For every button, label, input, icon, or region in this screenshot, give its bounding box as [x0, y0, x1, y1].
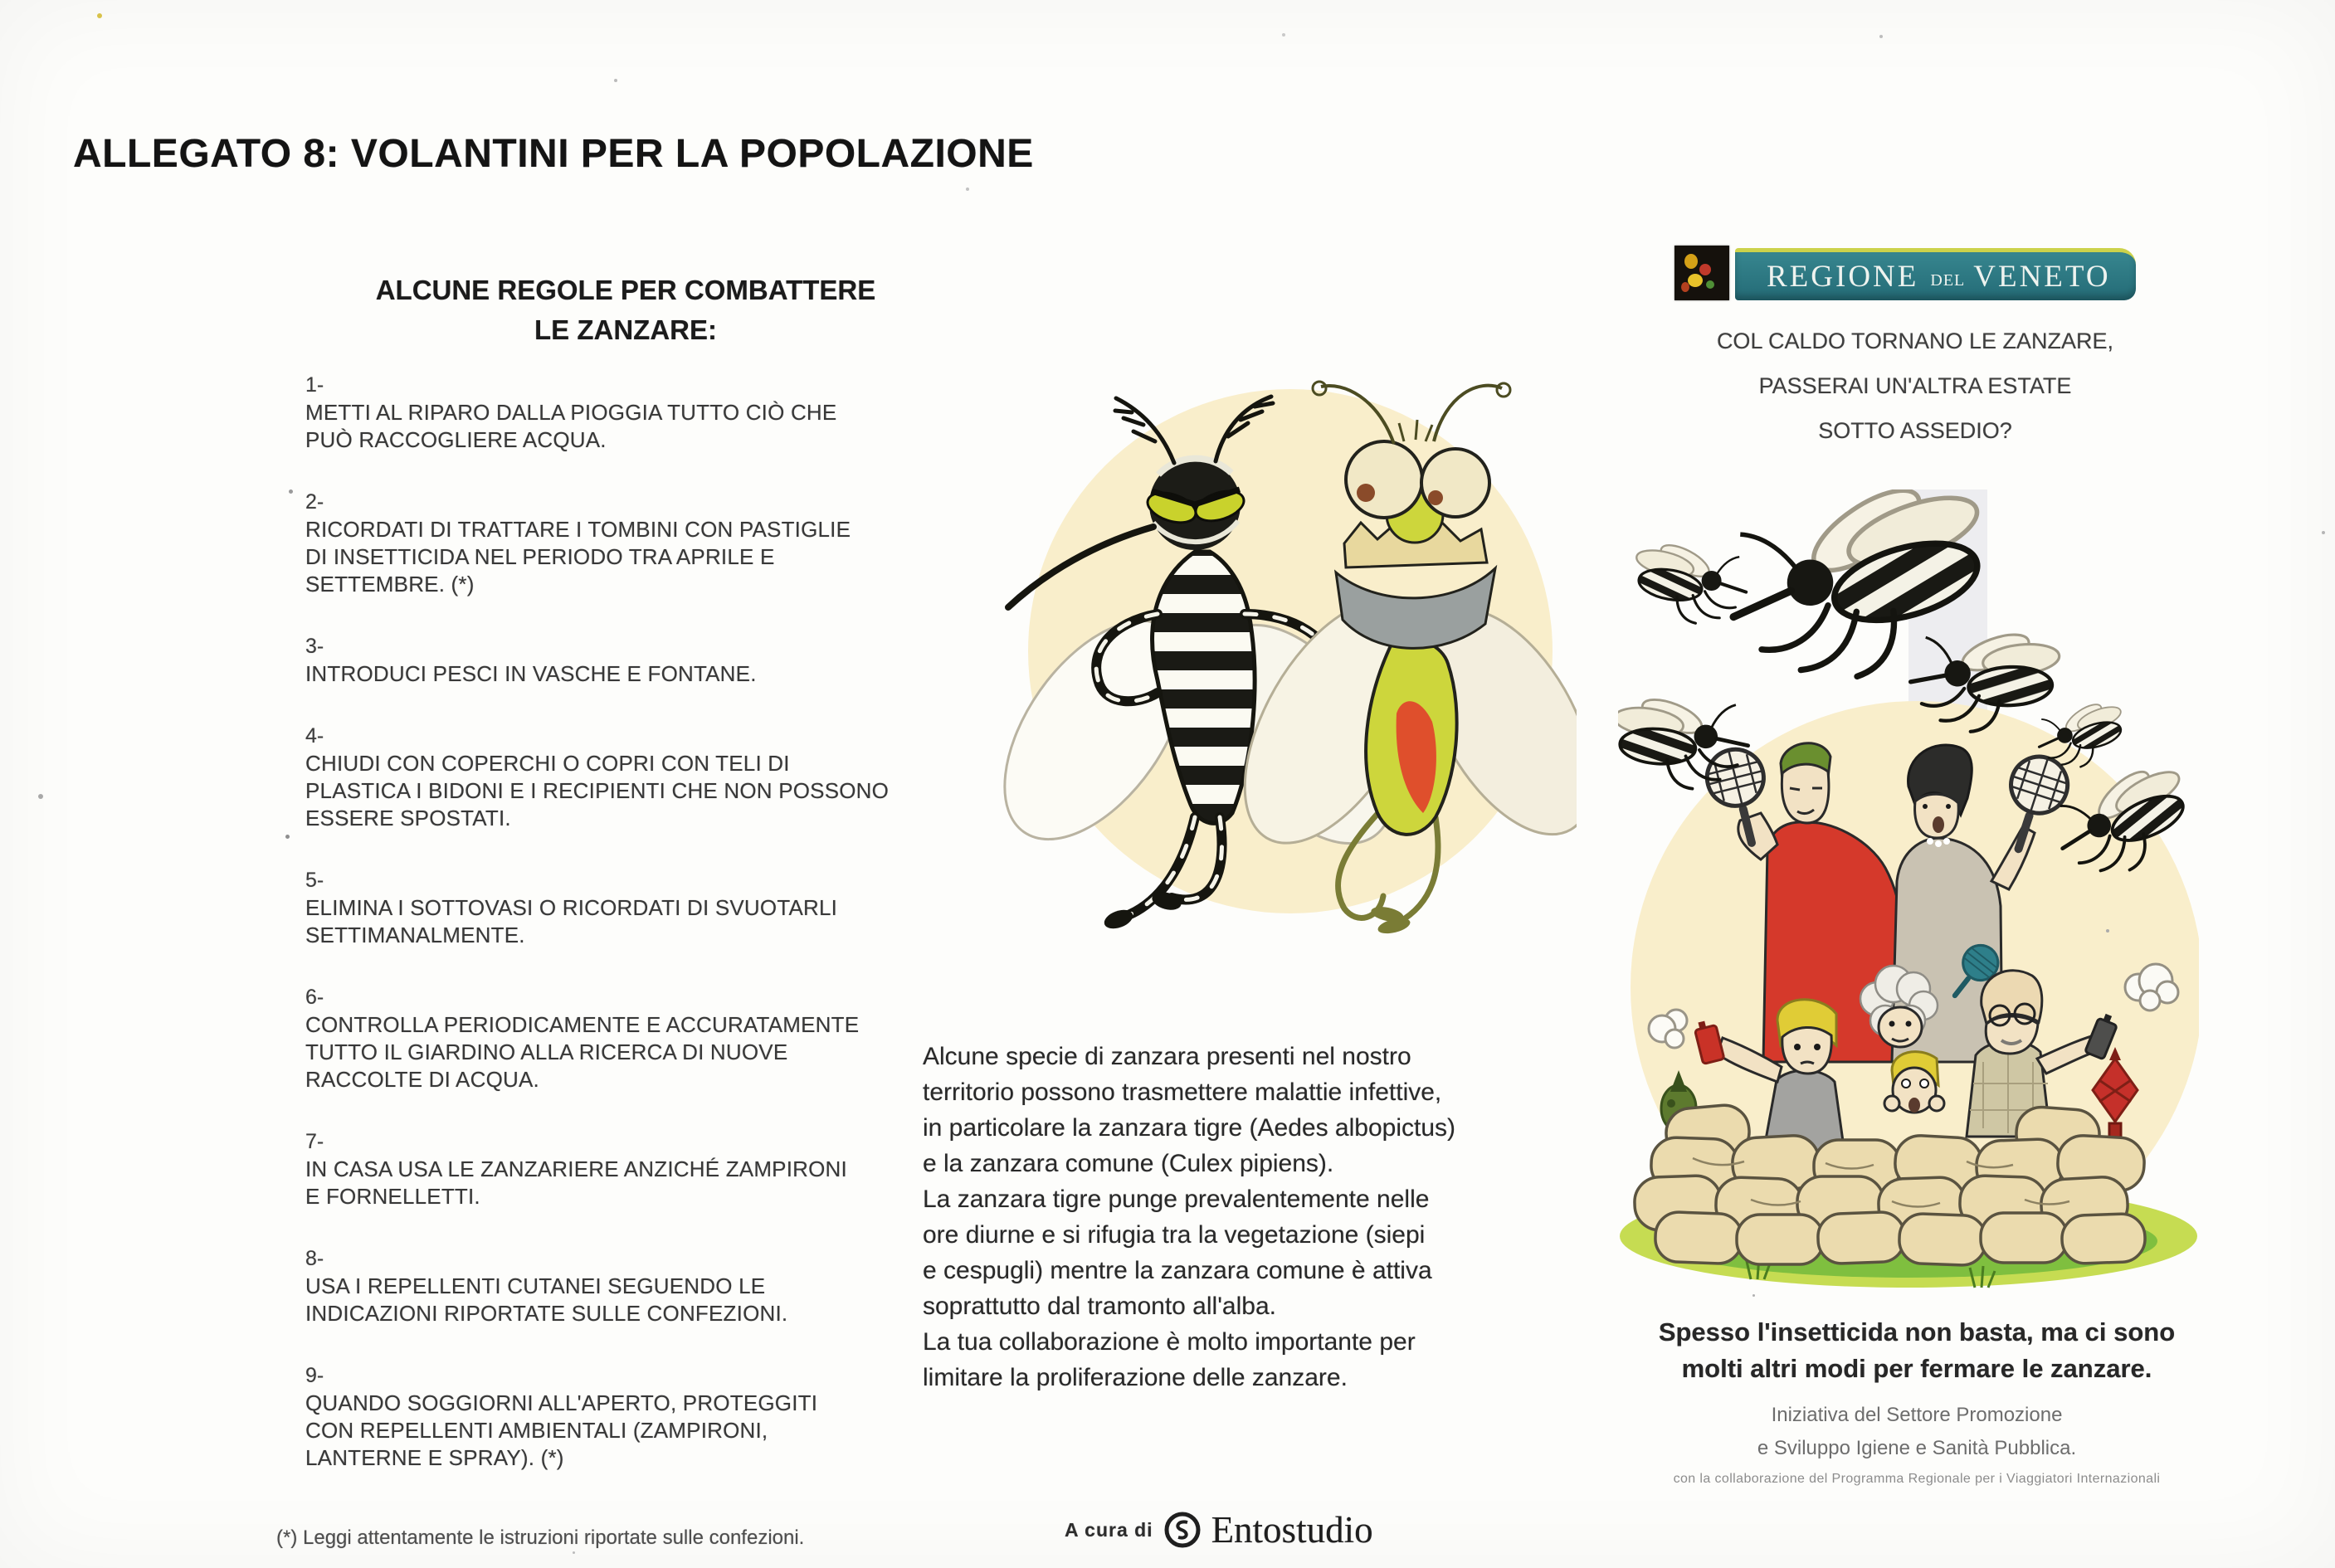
collaboration-line: con la collaborazione del Programma Regionale per i Viaggiatori Internazionali — [1673, 1472, 2161, 1486]
rule-text-line: CHIUDI CON COPERCHI O COPRI CON TELI DI — [305, 751, 790, 776]
rule-item — [305, 723, 946, 832]
rule-item — [305, 867, 946, 949]
credit-line — [1065, 1508, 1373, 1551]
rule-text-line: QUANDO SOGGIORNI ALL'APERTO, PROTEGGITI — [305, 1390, 818, 1415]
rule-number: 9- — [305, 1364, 324, 1387]
scan-speck — [1752, 1294, 1755, 1297]
scan-speck — [285, 835, 290, 839]
rule-item — [305, 984, 946, 1093]
rule-text-line: RICORDATI DI TRATTARE I TOMBINI CON PASTIGLIE — [305, 517, 851, 542]
rule-text-line: INTRODUCI PESCI IN VASCHE E FONTANE. — [305, 661, 757, 686]
scan-speck — [966, 187, 969, 191]
headline-line: PASSERAI UN'ALTRA ESTATE — [1758, 373, 2072, 398]
rule-text-line: ELIMINA I SOTTOVASI O RICORDATI DI SVUOTARLI — [305, 895, 838, 920]
banner-word-regione: REGIONE — [1767, 259, 1919, 294]
scan-speck — [614, 79, 617, 82]
initiative-lines — [1625, 1399, 2209, 1465]
entostudio-logo-icon — [1163, 1511, 1202, 1549]
footnote: (*) Leggi attentamente le istruzioni riportate sulle confezioni. — [276, 1527, 805, 1549]
rule-text-line: USA I REPELLENTI CUTANEI SEGUENDO LE — [305, 1273, 766, 1298]
rule-text-line: PUÒ RACCOGLIERE ACQUA. — [305, 427, 607, 452]
rule-number: 4- — [305, 724, 324, 747]
rules-list — [305, 372, 946, 1472]
paragraph-line: e cespugli) mentre la zanzara comune è attiva — [923, 1257, 1432, 1284]
rule-item — [305, 1362, 946, 1472]
scan-speck — [97, 13, 102, 18]
rules-panel — [305, 270, 946, 1507]
message-line: molti altri modi per fermare le zanzare. — [1681, 1354, 2152, 1383]
paragraph-line: limitare la proliferazione delle zanzare. — [923, 1364, 1348, 1391]
rule-number: 3- — [305, 635, 324, 658]
rule-text-line: CONTROLLA PERIODICAMENTE E ACCURATAMENTE — [305, 1012, 860, 1037]
info-paragraph — [923, 1039, 1587, 1395]
rule-item — [305, 1128, 946, 1210]
paragraph-line: ore diurne e si rifugia tra la vegetazione (siepi — [923, 1221, 1426, 1249]
credit-prefix: A cura di — [1065, 1518, 1153, 1541]
credit-name: Entostudio — [1211, 1509, 1373, 1551]
rule-text-line: LANTERNE E SPRAY). (*) — [305, 1445, 564, 1470]
scan-speck — [1282, 33, 1285, 37]
rules-heading-line: LE ZANZARE: — [534, 314, 717, 345]
scan-speck — [289, 489, 293, 494]
rule-item — [305, 372, 946, 454]
rule-number: 8- — [305, 1247, 324, 1270]
rule-text-line: PLASTICA I BIDONI E I RECIPIENTI CHE NON POSSONO — [305, 778, 890, 803]
rule-item — [305, 1245, 946, 1327]
boy-figure — [1884, 1052, 1944, 1113]
headline-line: COL CALDO TORNANO LE ZANZARE, — [1716, 329, 2114, 353]
mosquito-characters-drawing — [946, 365, 1577, 946]
rule-item — [305, 489, 946, 598]
initiative-line: e Sviluppo Igiene e Sanità Pubblica. — [1757, 1437, 2077, 1459]
rule-text-line: SETTIMANALMENTE. — [305, 923, 525, 947]
headline-line: SOTTO ASSEDIO? — [1818, 418, 2012, 443]
scan-speck — [38, 794, 43, 799]
rule-text-line: ESSERE SPOSTATI. — [305, 806, 511, 830]
scan-speck — [573, 1551, 575, 1554]
scan-speck — [1879, 35, 1883, 38]
paragraph-line: La zanzara tigre punge prevalentemente nelle — [923, 1186, 1430, 1213]
rule-text-line: E FORNELLETTI. — [305, 1184, 480, 1209]
message-line: Spesso l'insetticida non basta, ma ci sono — [1658, 1317, 2176, 1346]
banner-word-veneto: VENETO — [1973, 259, 2111, 294]
banner-word-del: DEL — [1930, 270, 1966, 290]
regione-veneto-banner — [1735, 248, 2136, 300]
rule-item — [305, 633, 946, 688]
initiative-line: Iniziativa del Settore Promozione — [1771, 1404, 2063, 1426]
rule-number: 2- — [305, 490, 324, 514]
paragraph-line: soprattutto dal tramonto all'alba. — [923, 1293, 1276, 1320]
paragraph-line: La tua collaborazione è molto importante per — [923, 1328, 1416, 1356]
rule-text-line: METTI AL RIPARO DALLA PIOGGIA TUTTO CIÒ CHE — [305, 400, 837, 425]
right-headline — [1660, 319, 2171, 453]
rule-text-line: INDICAZIONI RIPORTATE SULLE CONFEZIONI. — [305, 1301, 788, 1326]
rule-text-line: RACCOLTE DI ACQUA. — [305, 1067, 539, 1092]
paragraph-line: Alcune specie di zanzara presenti nel nostro — [923, 1043, 1411, 1070]
veneto-crest-icon — [1674, 246, 1729, 300]
rule-number: 5- — [305, 869, 324, 892]
paragraph-line: in particolare la zanzara tigre (Aedes albopictus) — [923, 1114, 1455, 1142]
rule-text-line: IN CASA USA LE ZANZARIERE ANZICHÉ ZAMPIRONI — [305, 1157, 847, 1181]
rule-number: 7- — [305, 1130, 324, 1153]
family-siege-illustration — [1618, 489, 2199, 1323]
rule-number: 1- — [305, 373, 324, 397]
page-title: ALLEGATO 8: VOLANTINI PER LA POPOLAZIONE — [73, 132, 1034, 176]
regione-veneto-logo — [1674, 246, 2136, 300]
rules-heading — [305, 270, 946, 350]
paragraph-line: e la zanzara comune (Culex pipiens). — [923, 1150, 1334, 1177]
rule-text-line: DI INSETTICIDA NEL PERIODO TRA APRILE E — [305, 544, 775, 569]
scan-speck — [2322, 531, 2325, 534]
mosquito-characters-illustration — [946, 365, 1577, 950]
rule-text-line: SETTEMBRE. (*) — [305, 572, 475, 597]
message-lines — [1625, 1314, 2209, 1387]
rule-text-line: TUTTO IL GIARDINO ALLA RICERCA DI NUOVE — [305, 1040, 788, 1064]
mosquito-icon — [1634, 539, 1746, 624]
scan-speck — [2106, 929, 2109, 933]
family-siege-drawing — [1618, 489, 2199, 1319]
paragraph-line: territorio possono trasmettere malattie infettive, — [923, 1079, 1442, 1106]
rules-heading-line: ALCUNE REGOLE PER COMBATTERE — [375, 275, 876, 305]
right-message-block — [1625, 1314, 2209, 1487]
rule-text-line: CON REPELLENTI AMBIENTALI (ZAMPIRONI, — [305, 1418, 768, 1443]
rule-number: 6- — [305, 986, 324, 1009]
